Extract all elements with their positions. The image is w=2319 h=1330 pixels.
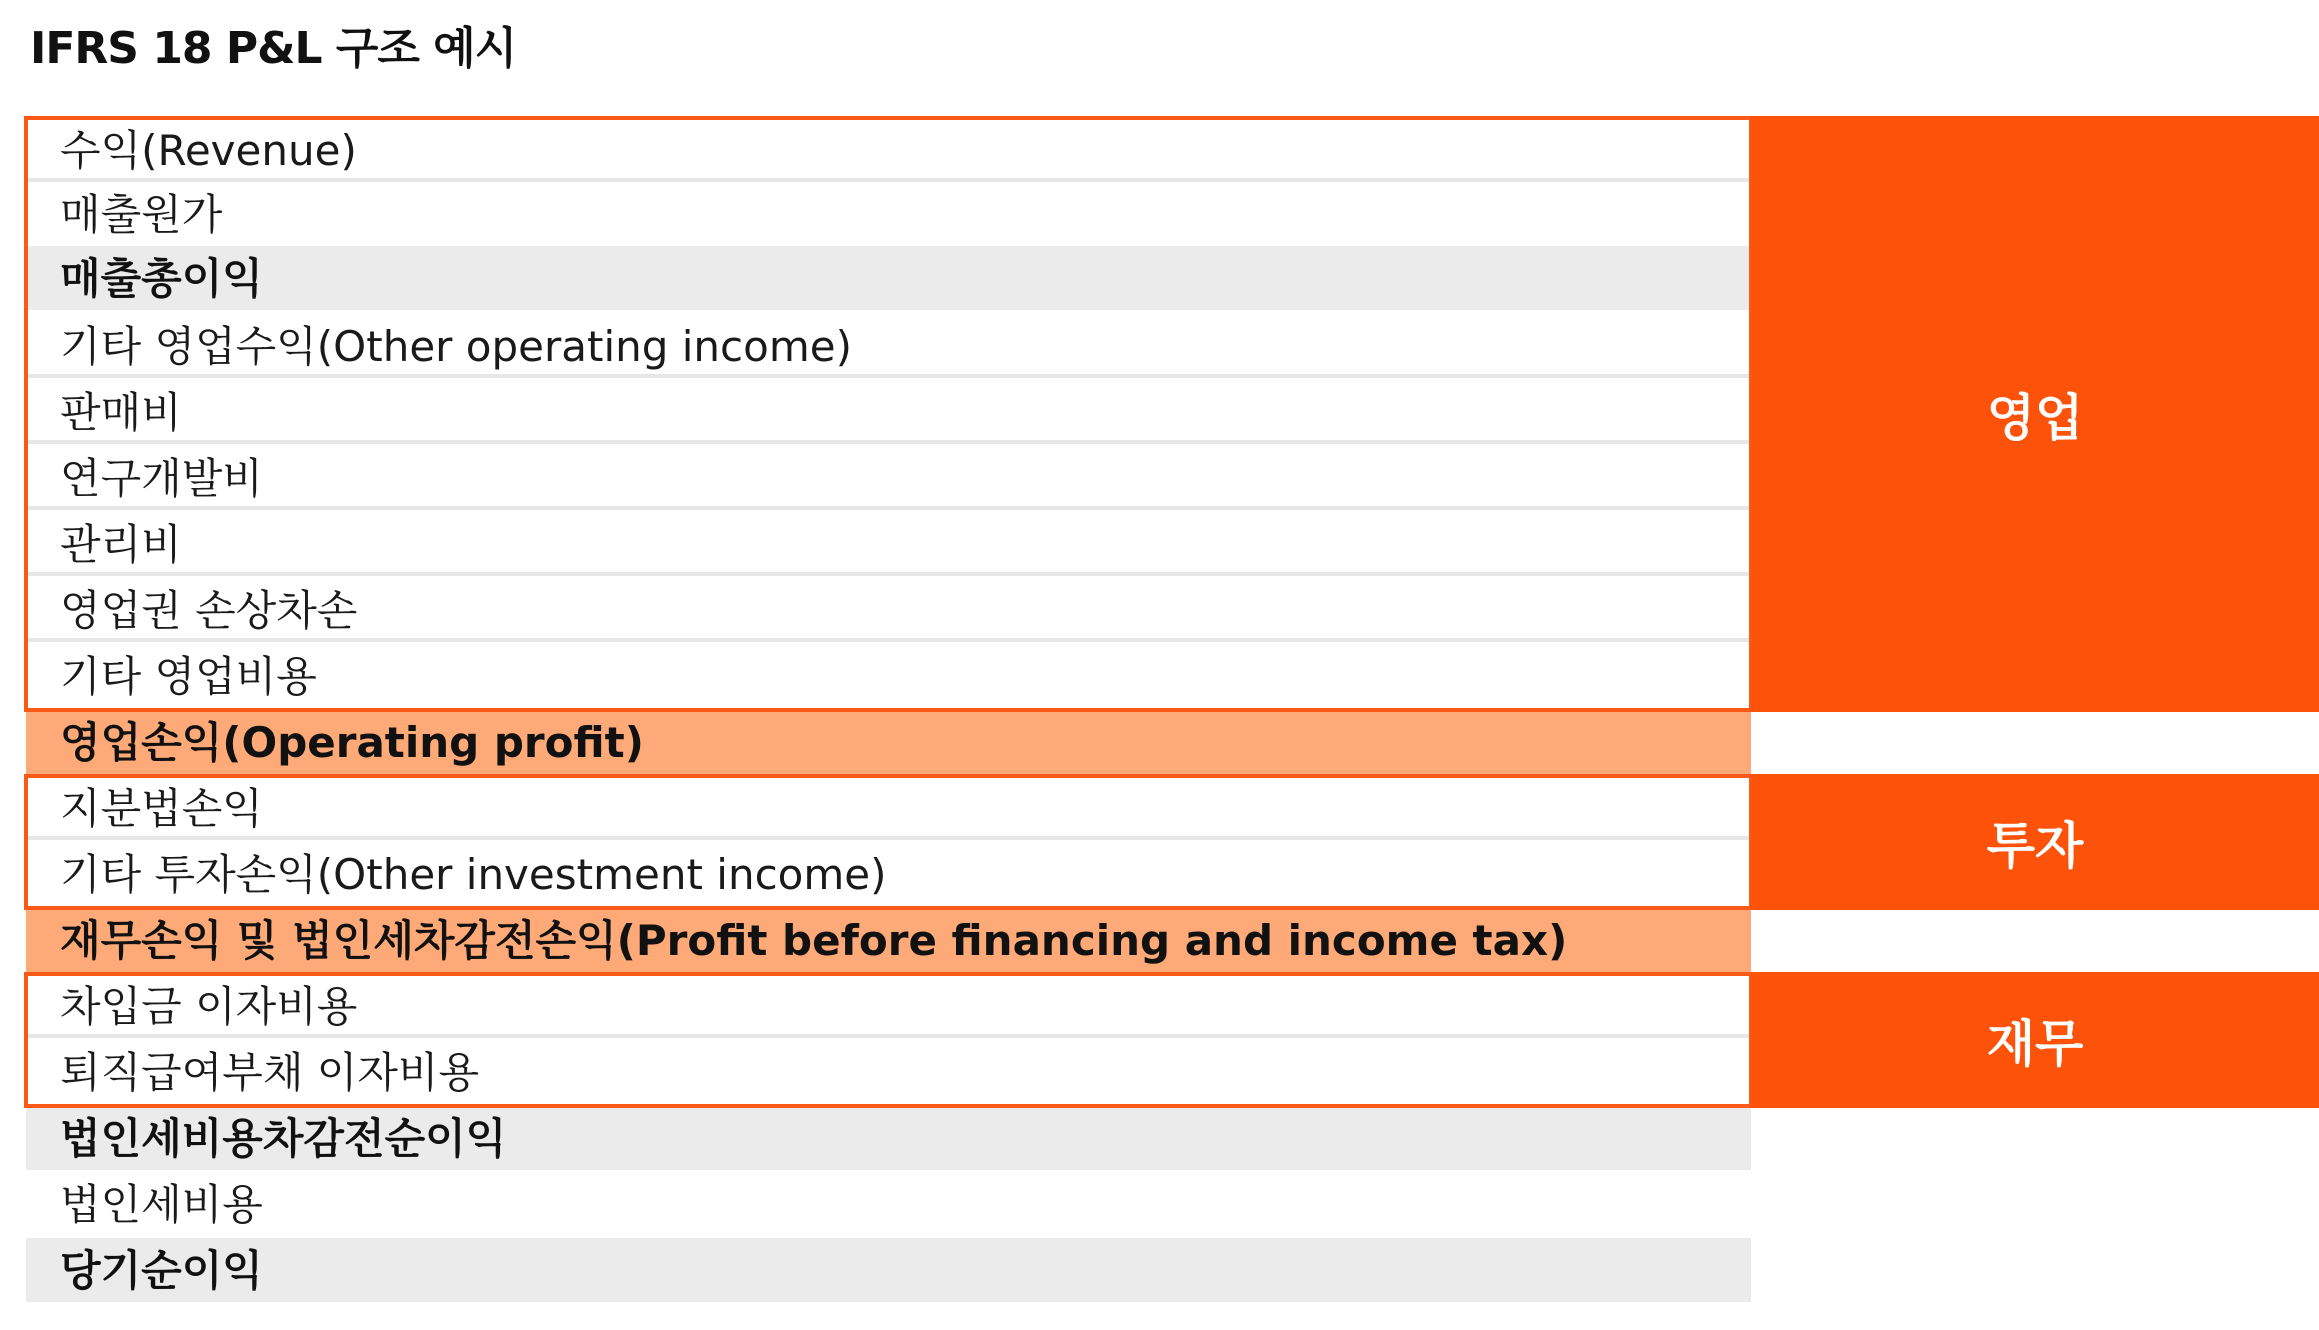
table-row-admin-expenses	[26, 512, 1751, 576]
table-row-goodwill-impairment	[26, 578, 1751, 642]
row-label: 법인세비용차감전순이익	[60, 1114, 507, 1163]
table-row-other-investment-income	[26, 842, 1751, 906]
row-label: 기타 영업비용	[60, 652, 317, 701]
table-row-operating-profit	[26, 710, 1751, 774]
row-label: 매출총이익	[60, 254, 263, 303]
table-row-rnd-expenses	[26, 446, 1751, 510]
category-operating	[1751, 116, 2319, 712]
row-label: 기타 투자손익(Other investment income)	[60, 850, 887, 899]
table-row-borrowing-interest	[26, 974, 1751, 1038]
row-label: 판매비	[60, 388, 182, 437]
row-label: 관리비	[60, 520, 182, 569]
category-investing	[1751, 774, 2319, 910]
table-row-net-income	[26, 1238, 1751, 1302]
row-label: 차입금 이자비용	[60, 982, 358, 1031]
table-row-gross-profit	[26, 246, 1751, 310]
row-label: 매출원가	[60, 190, 223, 239]
category-label: 투자	[1986, 817, 2084, 875]
row-label: 당기순이익	[60, 1246, 263, 1295]
row-label: 지분법손익	[60, 784, 263, 833]
row-label: 재무손익 및 법인세차감전손익(Profit before financing and income tax)	[60, 916, 1568, 965]
table-row-selling-expenses	[26, 380, 1751, 444]
category-financing	[1751, 972, 2319, 1108]
row-label: 법인세비용	[60, 1180, 263, 1229]
table-row-profit-before-financing-and-tax	[26, 908, 1751, 972]
row-label: 수익(Revenue)	[60, 126, 357, 175]
table-row-pension-interest	[26, 1040, 1751, 1104]
row-label: 영업손익(Operating profit)	[60, 718, 644, 767]
table-row-income-tax-expense	[26, 1172, 1751, 1236]
table-row-other-operating-income	[26, 314, 1751, 378]
category-label: 재무	[1986, 1015, 2084, 1073]
table-row-equity-method-income	[26, 776, 1751, 840]
table-row-revenue	[26, 118, 1751, 182]
category-label: 영업	[1986, 389, 2084, 447]
table-row-other-operating-expenses	[26, 644, 1751, 708]
table-row-cost-of-sales	[26, 182, 1751, 246]
row-label: 기타 영업수익(Other operating income)	[60, 322, 852, 371]
row-label: 퇴직급여부채 이자비용	[60, 1048, 480, 1097]
table-row-profit-before-tax	[26, 1106, 1751, 1170]
page-title: IFRS 18 P&L 구조 예시	[30, 23, 517, 74]
row-label: 영업권 손상차손	[60, 586, 358, 635]
row-label: 연구개발비	[60, 454, 263, 503]
